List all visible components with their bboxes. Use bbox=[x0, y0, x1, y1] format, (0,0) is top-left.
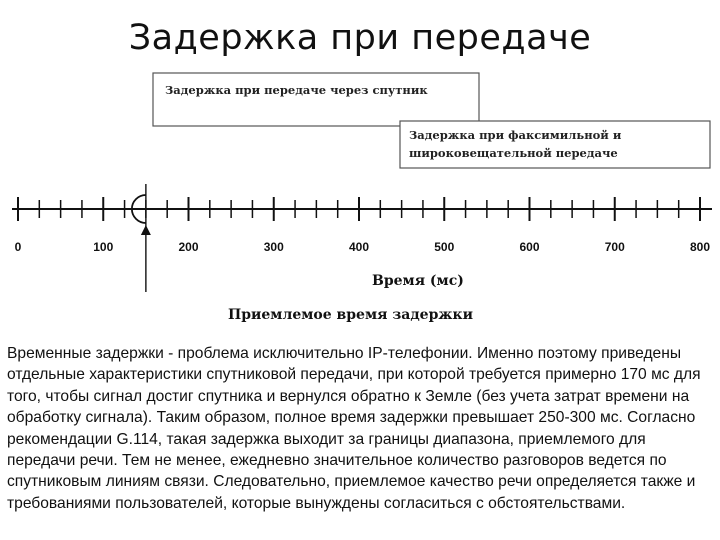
tick-label-400: 400 bbox=[348, 240, 370, 254]
tick-label-200: 200 bbox=[178, 240, 199, 254]
tick-label-100: 100 bbox=[93, 240, 114, 254]
fax-broadcast-delay-box bbox=[400, 121, 710, 168]
satellite-delay-label: Задержка при передаче через спутник bbox=[165, 83, 428, 97]
tick-label-800: 800 bbox=[689, 240, 711, 254]
tick-label-500: 500 bbox=[434, 240, 455, 254]
acceptable-delay-label: Приемлемое время задержки bbox=[228, 307, 473, 323]
fax-delay-label-line2: широковещательной передаче bbox=[409, 146, 618, 160]
time-axis-title: Время (мс) bbox=[372, 273, 464, 289]
time-axis-tick-labels bbox=[15, 240, 711, 254]
tick-label-300: 300 bbox=[263, 240, 284, 254]
tick-label-0: 0 bbox=[14, 240, 22, 254]
slide-title: Задержка при передаче bbox=[128, 18, 592, 58]
body-paragraph: Временные задержки - проблема исключительно IP-телефонии. Именно поэтому приведены отдельные характеристики спутниковой передачи, при которой требуется примерно 170 мс для того, чтобы сигнал достиг спутника и вернулся обратно к Земле (без учета затрат времени на обработку сигнала). Таким образом, полное время задержки превышает 250-300 мс. Согласно рекомендации G.114, такая задержка выходит за границы диапазона, приемлемого для передачи речи. Тем не менее, ежедневно значительное количество разговоров ведется по спутниковым линиям связи. Следовательно, приемлемое качество речи определяется также и требованиями пользователей, которые вынуждены согласиться с обстоятельствами. bbox=[7, 345, 701, 512]
acceptable-delay-marker bbox=[132, 184, 151, 292]
fax-delay-label-line1: Задержка при факсимильной и bbox=[409, 128, 622, 142]
delay-diagram bbox=[0, 68, 720, 330]
satellite-delay-box bbox=[153, 73, 479, 126]
tick-label-700: 700 bbox=[604, 240, 625, 254]
tick-label-600: 600 bbox=[519, 240, 540, 254]
